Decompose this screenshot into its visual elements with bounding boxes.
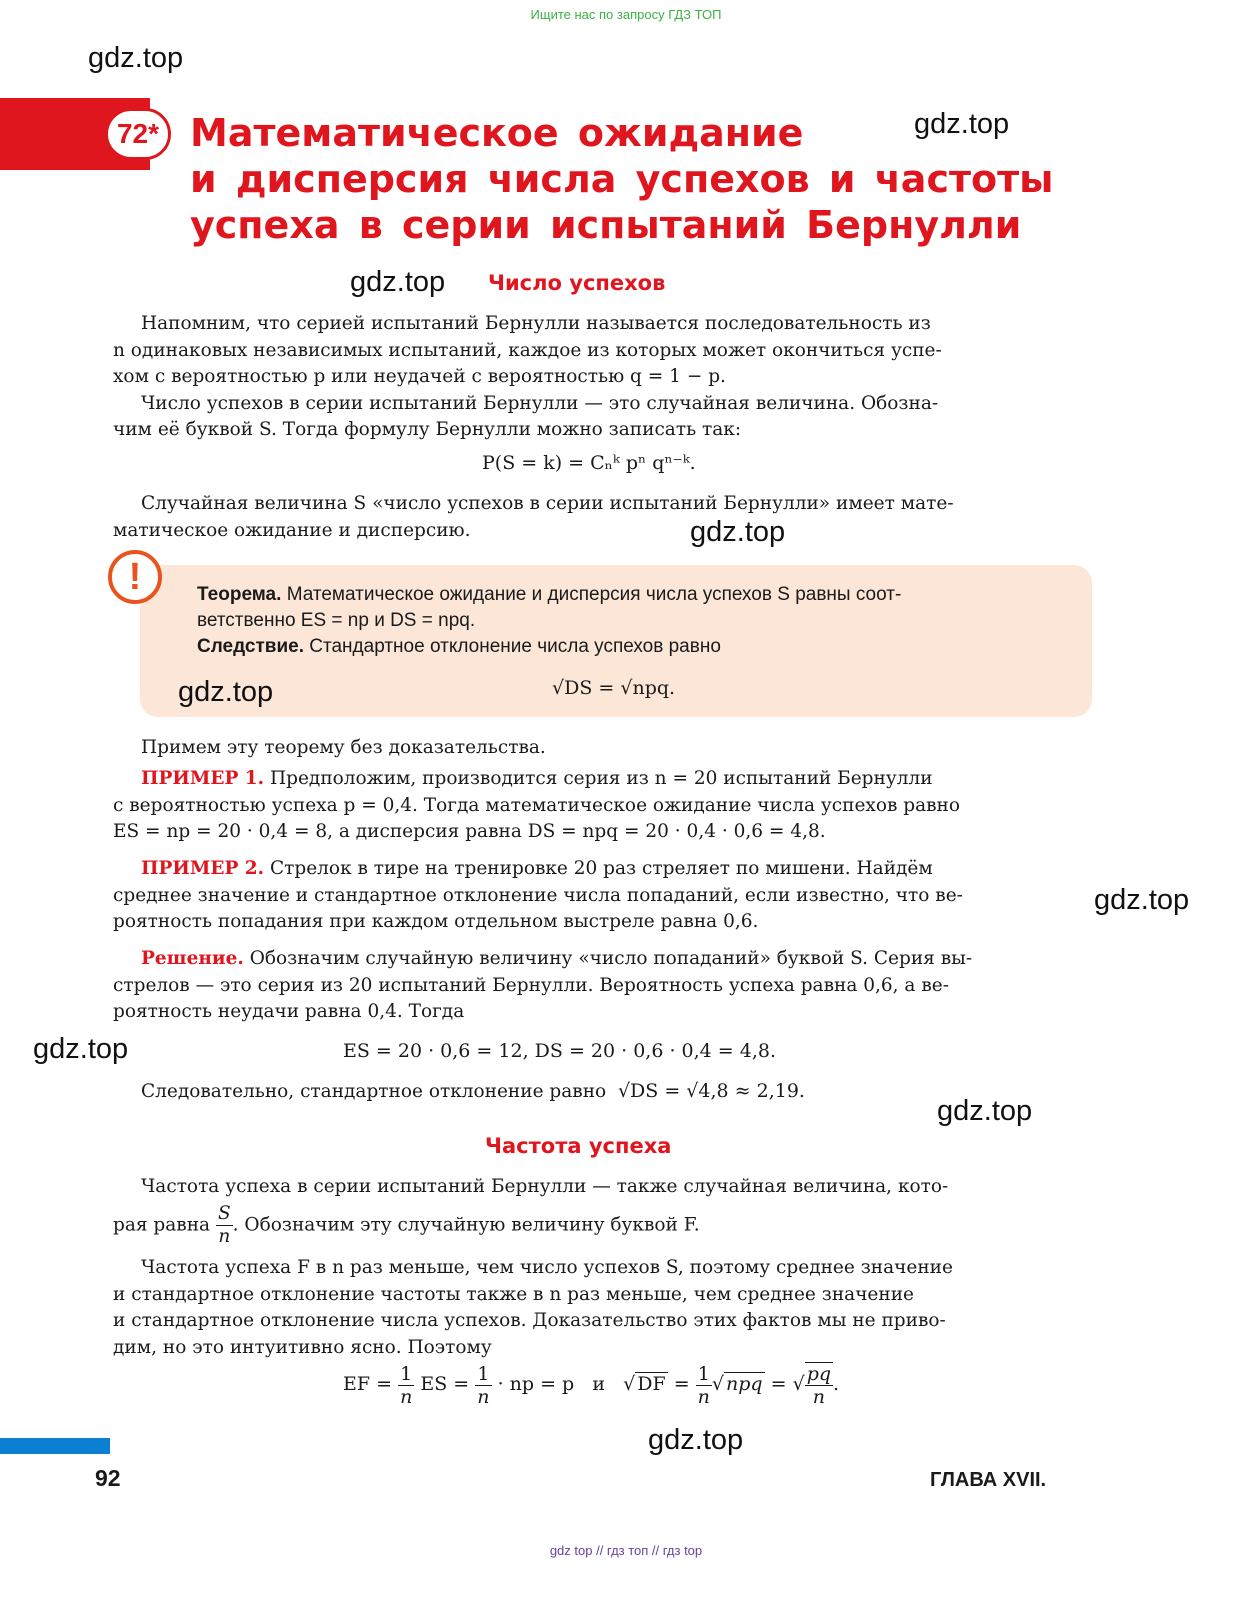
corollary-label: Следствие.: [197, 636, 304, 657]
paragraph-expectation: [113, 491, 1065, 544]
watermark: gdz.top: [1094, 884, 1190, 916]
text-line: ES = np = 20 · 0,4 = 8, а дисперсия равна DS = npq = 20 · 0,4 · 0,6 = 4,8.: [113, 821, 826, 842]
fraction-denominator: n: [812, 1386, 825, 1408]
fraction-denominator: n: [400, 1385, 413, 1408]
watermark: gdz.top: [33, 1033, 129, 1065]
text-line: матическое ожидание и дисперсию.: [113, 519, 471, 541]
sqrt-fraction-pq-over-n: [805, 1362, 833, 1408]
paragraph-accept: [113, 735, 1065, 762]
bottom-note: gdz top // гдз топ // гдз top: [549, 1543, 703, 1558]
page-title: [190, 110, 1090, 248]
formula-part: .: [833, 1373, 840, 1395]
watermark: gdz.top: [914, 108, 1010, 140]
heading-successes: Число успехов: [488, 271, 666, 295]
formula-part: EF =: [343, 1373, 393, 1395]
example-2: [113, 856, 1065, 936]
paragraph-frequency-2: [113, 1255, 1065, 1361]
watermark: gdz.top: [178, 676, 274, 708]
theorem-label: Теорема.: [197, 584, 282, 605]
theorem-body-2: ветственно ES = np и DS = npq.: [197, 610, 476, 631]
watermark: gdz.top: [648, 1424, 744, 1456]
example-1-label: ПРИМЕР 1.: [141, 768, 265, 789]
watermark: gdz.top: [690, 516, 786, 548]
text-line: Частота успеха в серии испытаний Бернулли — также случайная величина, кото-: [141, 1176, 949, 1197]
exclamation-icon: !: [108, 550, 162, 604]
fraction-numerator: S: [217, 1202, 231, 1224]
theorem-body: Математическое ожидание и дисперсия числа успехов S равны соот-: [286, 584, 902, 605]
fraction-denominator: n: [218, 1225, 231, 1247]
text-line: Предположим, производится серия из n = 20 испытаний Бернулли: [270, 768, 933, 789]
fraction-denominator: n: [697, 1385, 710, 1408]
watermark: gdz.top: [88, 42, 184, 74]
watermark: gdz.top: [937, 1095, 1033, 1127]
text-line: чим её буквой S. Тогда формулу Бернулли можно записать так:: [113, 419, 742, 440]
top-note: Ищите нас по запросу ГДЗ ТОП: [530, 7, 722, 22]
example-1: [113, 766, 1065, 846]
formula-part: =: [770, 1373, 787, 1395]
fraction-one-over-n: [398, 1363, 414, 1408]
text-line: Число успехов в серии испытаний Бернулли — это случайная величина. Обозна-: [141, 392, 939, 414]
formula-part: и: [592, 1373, 605, 1395]
fraction-numerator: pq: [806, 1363, 832, 1385]
conclusion: [113, 1078, 805, 1106]
sqrt-df: DF: [637, 1373, 666, 1395]
title-line: Математическое ожидание: [190, 111, 804, 155]
formula-bernoulli: P(S = k) = Cₙᵏ pⁿ qⁿ⁻ᵏ.: [482, 452, 696, 474]
solution-label: Решение.: [141, 948, 244, 969]
text-line: . Обозначим эту случайную величину буквой F.: [232, 1214, 700, 1235]
text-line: среднее значение и стандартное отклонение числа попаданий, если известно, что ве-: [113, 884, 963, 906]
text-line: Обозначим случайную величину «число попаданий» буквой S. Серия вы-: [249, 948, 973, 969]
fraction-numerator: 1: [475, 1363, 491, 1386]
theorem-text: [197, 582, 1063, 660]
text-line: роятность неудачи равна 0,4. Тогда: [113, 1001, 465, 1022]
formula-std: √DS = √npq.: [552, 677, 676, 699]
heading-frequency: Частота успеха: [485, 1134, 672, 1158]
text-line: Напомним, что серией испытаний Бернулли называется последовательность из: [141, 313, 931, 334]
solution: [113, 946, 1065, 1026]
formula-part: =: [673, 1373, 690, 1395]
text-line: Примем эту теорему без доказательства.: [141, 737, 546, 758]
fraction-numerator: 1: [398, 1363, 414, 1386]
text-line: рая равна: [113, 1214, 211, 1235]
fraction-s-over-n: [216, 1203, 233, 1248]
text-line: Частота успеха F в n раз меньше, чем число успехов S, поэтому среднее значение: [141, 1257, 953, 1278]
title-line: и дисперсия числа успехов и частоты: [190, 157, 1054, 201]
formula-part: ES =: [420, 1373, 470, 1395]
paragraph-intro: [113, 311, 1065, 444]
page-number: 92: [95, 1465, 121, 1491]
text-line: и стандартное отклонение частоты также в n раз меньше, чем среднее значение: [113, 1283, 914, 1305]
conclusion-text: Следовательно, стандартное отклонение равно: [141, 1081, 607, 1102]
chapter-label: ГЛАВА XVII.: [930, 1469, 1047, 1491]
fraction-denominator: n: [477, 1385, 490, 1408]
formula-conclusion: √DS = √4,8 ≈ 2,19.: [617, 1080, 805, 1102]
formula-part: · np = p: [497, 1373, 575, 1395]
text-line: хом с вероятностью p или неудачей с вероятностью q = 1 − p.: [113, 366, 726, 387]
fraction-numerator: 1: [696, 1363, 712, 1386]
fraction-one-over-n: [696, 1363, 712, 1408]
text-line: Стрелок в тире на тренировке 20 раз стреляет по мишени. Найдём: [270, 858, 933, 879]
watermark: gdz.top: [350, 266, 446, 298]
text-line: роятность попадания при каждом отдельном выстреле равна 0,6.: [113, 911, 759, 932]
text-line: и стандартное отклонение числа успехов. Доказательство этих фактов мы не приво-: [113, 1310, 946, 1331]
text-line: с вероятностью успеха p = 0,4. Тогда математическое ожидание числа успехов равно: [113, 794, 961, 816]
section-number-badge: 72*: [105, 108, 171, 160]
footer-blue-bar: [0, 1438, 110, 1454]
title-line: успеха в серии испытаний Бернулли: [190, 203, 1022, 247]
text-line: n одинаковых независимых испытаний, каждое из которых может окончиться успе-: [113, 339, 942, 361]
formula-final: EF = $\frac{1}{n}$ ES = $\frac{1}{n}$ · np = p и √ DF = $\frac{1}{n}$ √ npq = √ $\frac{pq}{n}$ .: [343, 1362, 840, 1408]
corollary-body: Стандартное отклонение числа успехов равно: [309, 636, 721, 657]
text-line: Случайная величина S «число успехов в серии испытаний Бернулли» имеет мате-: [141, 493, 954, 514]
text-line: стрелов — это серия из 20 испытаний Бернулли. Вероятность успеха равна 0,6, а ве-: [113, 974, 949, 996]
example-2-label: ПРИМЕР 2.: [141, 858, 265, 879]
text-line: дим, но это интуитивно ясно. Поэтому: [113, 1336, 492, 1358]
sqrt-npq: npq: [726, 1373, 763, 1395]
paragraph-frequency: [113, 1174, 1065, 1248]
formula-es-ds: ES = 20 · 0,6 = 12, DS = 20 · 0,6 · 0,4 = 4,8.: [343, 1040, 777, 1062]
fraction-one-over-n: [475, 1363, 491, 1408]
